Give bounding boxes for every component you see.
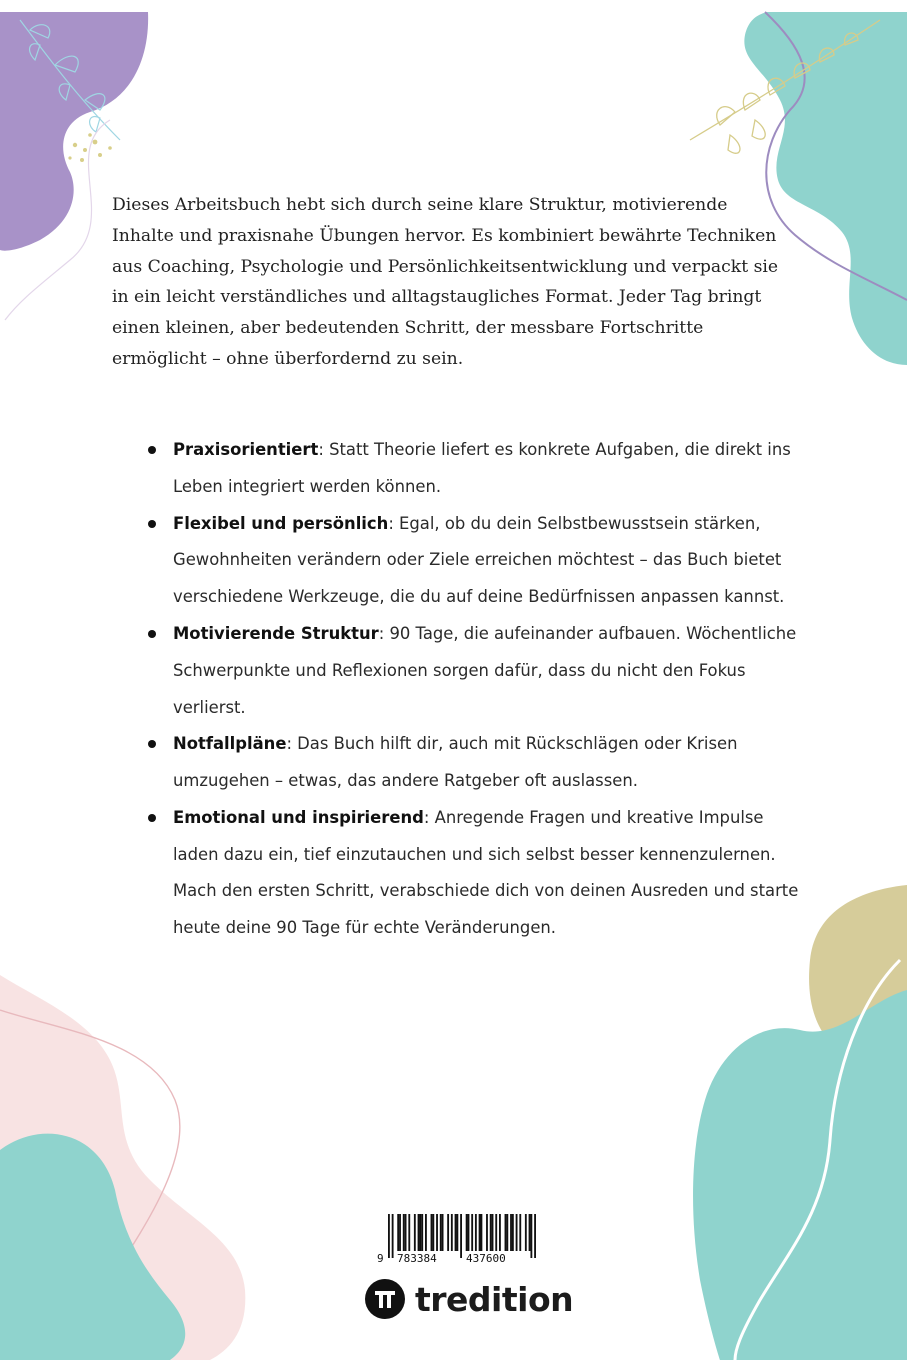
barcode-bar (481, 1214, 483, 1251)
barcode-bar (418, 1214, 420, 1251)
list-item (148, 432, 808, 506)
barcode-bar (525, 1214, 527, 1251)
barcode-bar (436, 1214, 438, 1251)
barcode-bar (468, 1214, 470, 1251)
barcode-bar (388, 1214, 390, 1258)
barcode-bar (405, 1214, 407, 1251)
feature-term: Motivierende Struktur (173, 623, 379, 643)
barcode-bar (431, 1214, 433, 1251)
tredition-logo-icon (365, 1279, 405, 1319)
feature-text: : 90 Tage, die aufeinander aufbauen. Wöchentliche Schwerpunkte und Reflexionen sorgen dafür, dass du nicht den Fokus verlierst. (173, 623, 797, 717)
barcode-bar (399, 1214, 401, 1251)
barcode-bar (534, 1214, 536, 1258)
barcode-bar (475, 1214, 477, 1251)
teal-blob-bottom-right-shape (693, 990, 907, 1360)
barcode-bar (495, 1214, 497, 1251)
barcode-bar (447, 1214, 449, 1251)
barcode-bar (486, 1214, 488, 1251)
barcode-bar (466, 1214, 468, 1251)
barcode-bar (442, 1214, 444, 1251)
barcode-bar (408, 1214, 410, 1251)
feature-term: Emotional und inspirierend (173, 807, 424, 827)
barcode-bar (460, 1214, 462, 1258)
barcode-bar (512, 1214, 514, 1251)
barcode-bar (499, 1214, 501, 1251)
publisher-logo (365, 1278, 573, 1320)
barcode-bar (492, 1214, 494, 1251)
list-item (148, 726, 808, 800)
feature-text: : Das Buch hilft dir, auch mit Rückschlägen oder Krisen umzugehen – etwas, das andere Ratgeber oft auslassen. (173, 734, 738, 791)
barcode-bar (490, 1214, 492, 1251)
barcode-bar (479, 1214, 481, 1251)
barcode-bar (530, 1214, 532, 1258)
feature-term: Notfallpläne (173, 734, 287, 754)
barcode-bar (456, 1214, 458, 1251)
barcode-bar (403, 1214, 405, 1251)
barcode-bar (440, 1214, 442, 1251)
barcode-digits-left: 783384 (397, 1252, 437, 1265)
barcode-bar (451, 1214, 453, 1251)
barcode-digits-right: 437600 (466, 1252, 506, 1265)
barcode-bar (506, 1214, 508, 1251)
barcode-bar (419, 1214, 421, 1251)
barcode-bar (392, 1214, 394, 1258)
barcode-bar (519, 1214, 521, 1251)
feature-text: : Anregende Fragen und kreative Impulse laden dazu ein, tief einzutauchen und sich selbst besser kennenzulernen. (173, 807, 776, 864)
feature-term: Praxisorientiert (173, 440, 319, 459)
barcode-bar (516, 1214, 518, 1251)
barcode-bar (432, 1214, 434, 1251)
list-item (148, 616, 808, 726)
barcode-digit-prefix: 9 (377, 1252, 384, 1265)
closing-paragraph: Mach den ersten Schritt, verabschiede dich von deinen Ausreden und starte heute deine 90 Tage für echte Veränderungen. (173, 881, 799, 937)
barcode-bar (510, 1214, 512, 1251)
isbn-barcode (374, 1214, 538, 1266)
feature-text: : Egal, ob du dein Selbstbewusstsein stärken, Gewohnheiten verändern oder Ziele erreichen möchtest – das Buch bietet verschiedene Werkzeuge, die du auf deine Bedürfnissen anpassen kannst. (173, 513, 785, 607)
barcode-bar (397, 1214, 399, 1251)
list-item (148, 506, 808, 616)
list-item (148, 800, 808, 874)
barcode-bar (529, 1214, 531, 1251)
barcode-bar (421, 1214, 423, 1251)
feature-text: : Statt Theorie liefert es konkrete Aufgaben, die direkt ins Leben integriert werden können. (173, 440, 791, 496)
barcode-bar (505, 1214, 507, 1251)
barcode-bar (414, 1214, 416, 1251)
intro-paragraph: Dieses Arbeitsbuch hebt sich durch seine klare Struktur, motivierende Inhalte und praxisnahe Übungen hervor. Es kombiniert bewährte Techniken aus Coaching, Psychologie und Persönlichkeitsentwicklung und verpackt sie in ein leicht verständliches und alltagstaugliches Format. Jeder Tag bringt einen kleinen, aber bedeutenden Schritt, der messbare Fortschritte ermöglicht – ohne überfordernd zu sein. (112, 195, 779, 369)
feature-term: Flexibel und persönlich (173, 513, 389, 533)
barcode-bar (455, 1214, 457, 1251)
barcode-bar (425, 1214, 427, 1251)
publisher-name: tredition (415, 1279, 574, 1319)
feature-list (148, 432, 808, 874)
barcode-bar (471, 1214, 473, 1251)
